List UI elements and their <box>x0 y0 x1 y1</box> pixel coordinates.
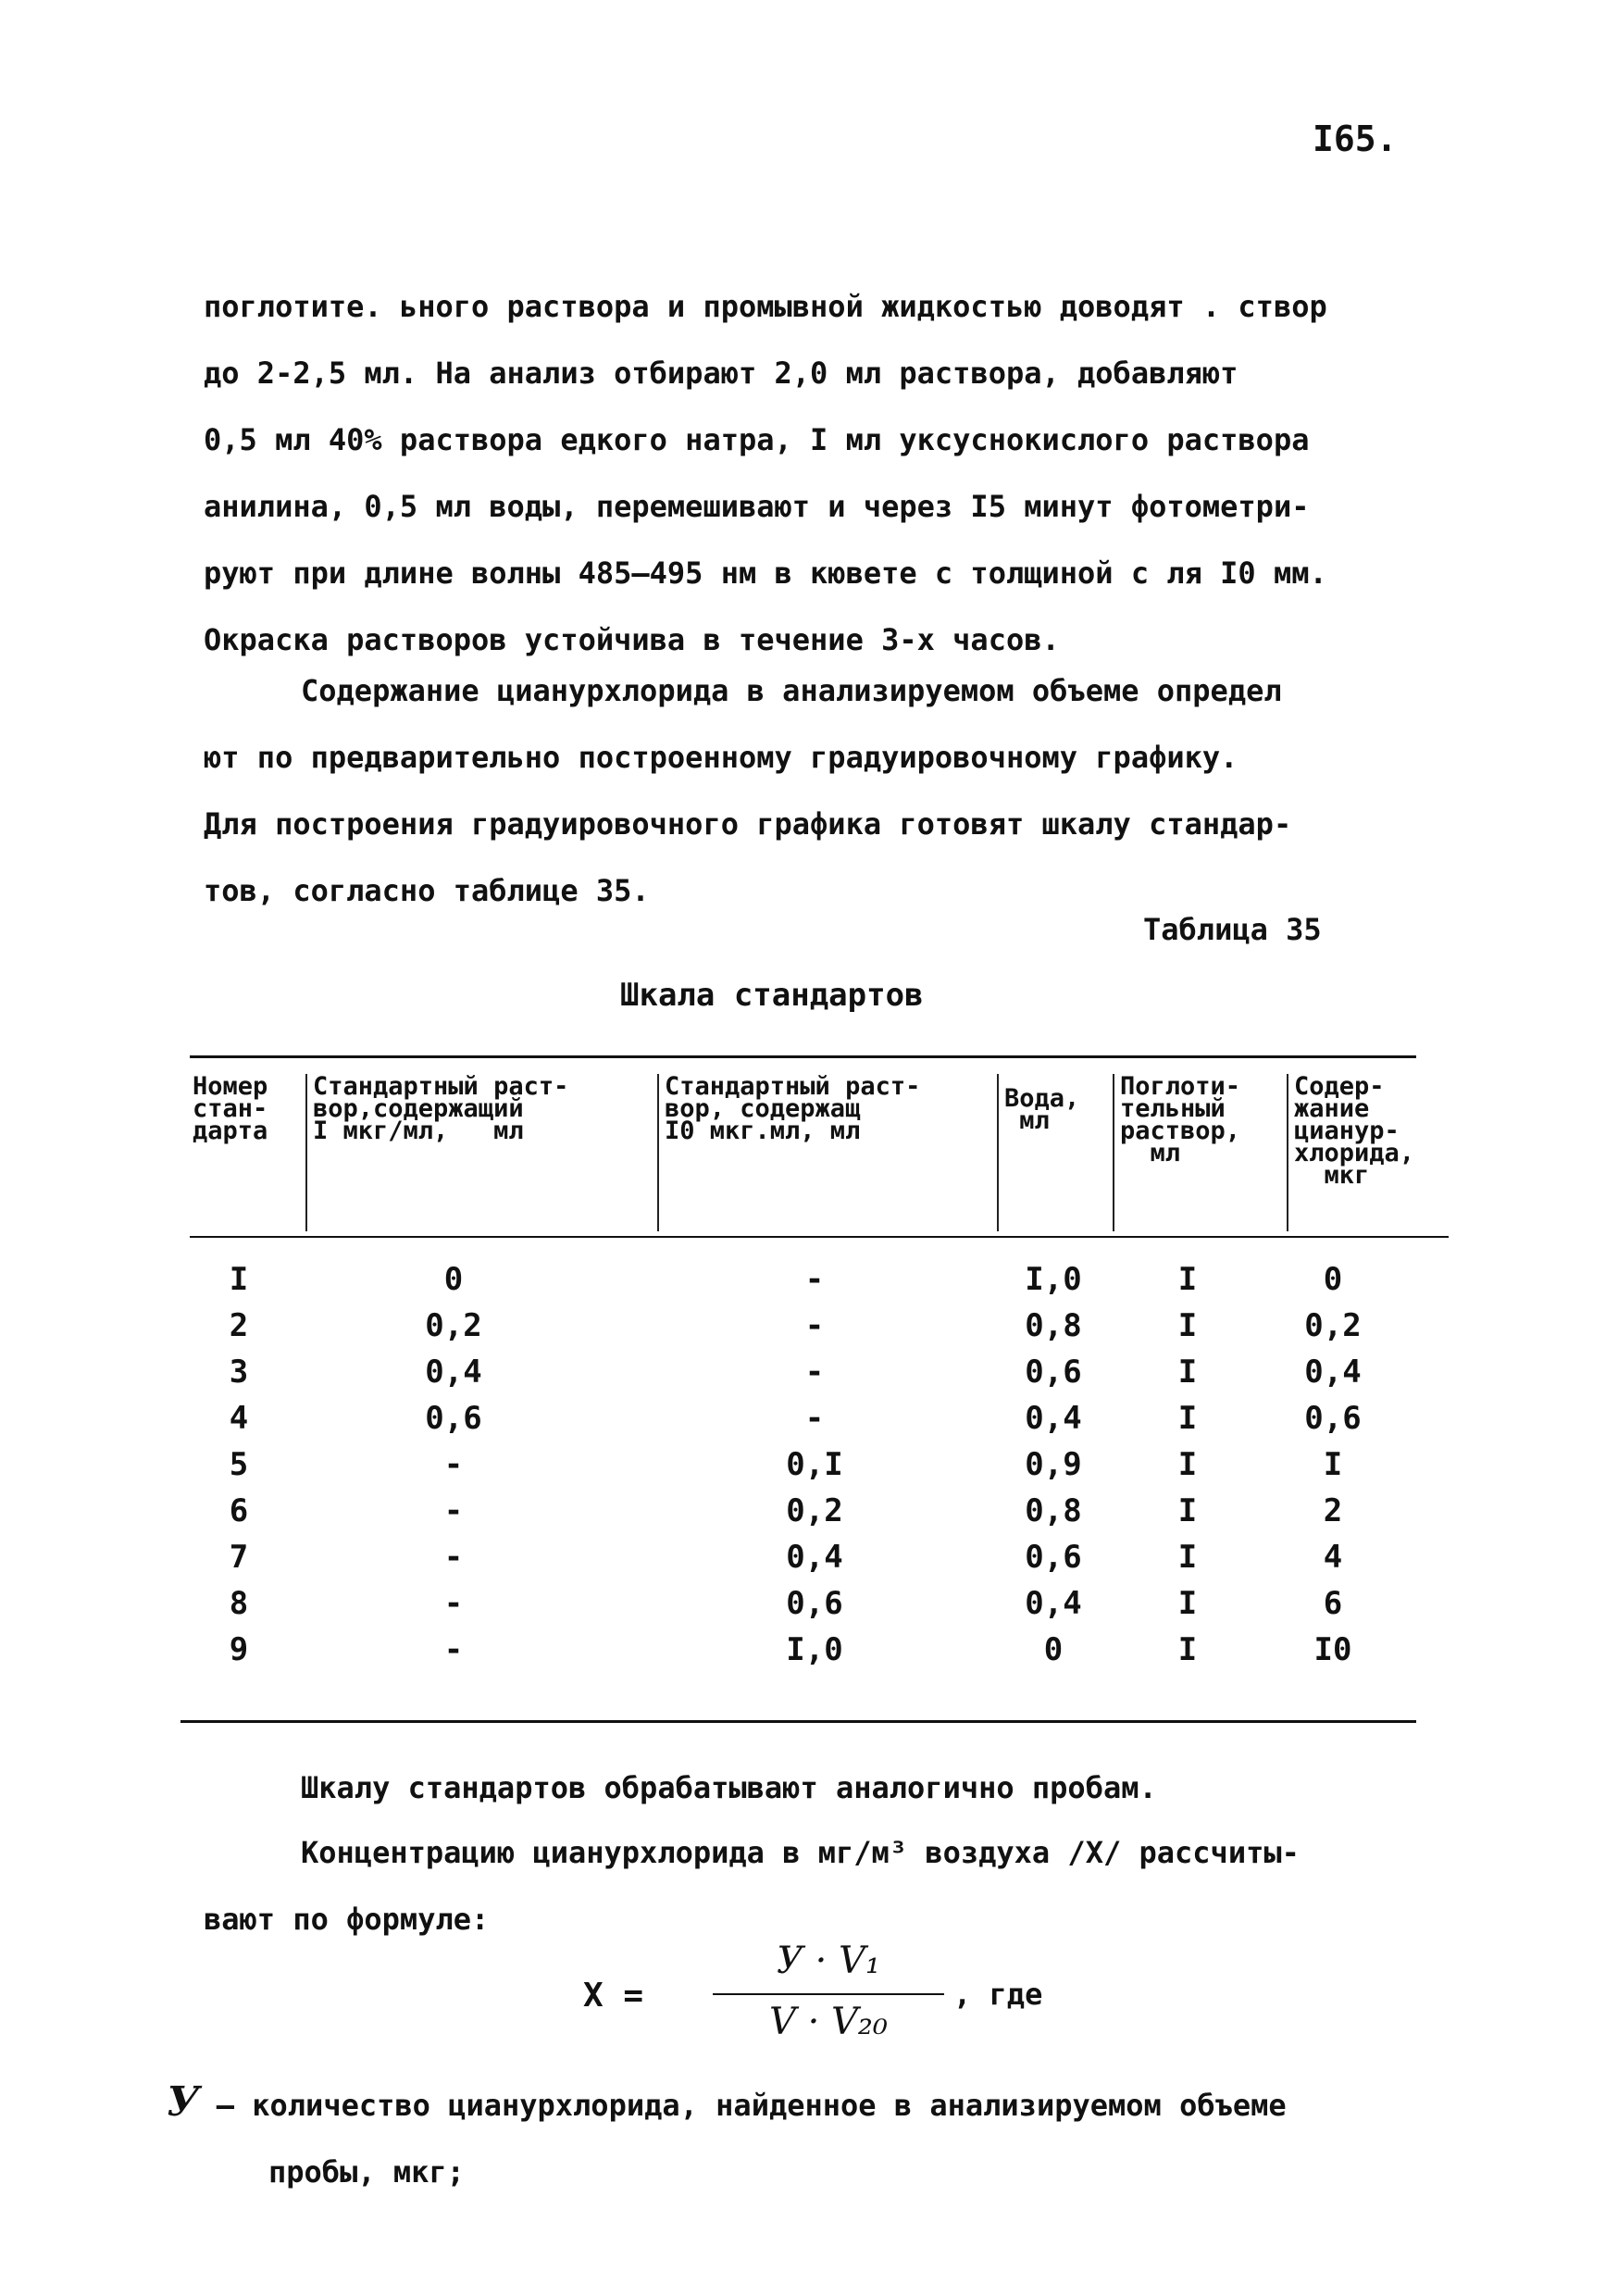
table-cell: 0 <box>443 1261 464 1298</box>
column-divider <box>997 1074 999 1231</box>
table-cell: I,0 <box>1025 1261 1082 1298</box>
table-cell: - <box>804 1261 825 1298</box>
header-solution-10mkg: Стандартный раст- вор, содержащ I0 мкг.мл, мл <box>665 1072 921 1145</box>
definition-text: – количество цианурхлорида, найденное в анализируемом объеме <box>216 2088 1287 2123</box>
table-label: Таблица 35 <box>1143 912 1322 947</box>
table-cell: - <box>443 1631 464 1668</box>
table-cell: - <box>804 1354 825 1391</box>
table-cell: 0 <box>1323 1261 1343 1298</box>
table-cell: 0,6 <box>1304 1400 1362 1437</box>
text-line: вают по формуле: <box>204 1902 490 1937</box>
table-cell: I <box>1177 1492 1198 1529</box>
table-cell: 2 <box>229 1307 249 1344</box>
variable-definition <box>167 2069 1462 2205</box>
text-line: поглотите. ьного раствора и промывной жидкостью доводят . створ <box>204 289 1327 324</box>
table-cell: I <box>1177 1631 1198 1668</box>
table-cell: 0,2 <box>425 1307 482 1344</box>
text-line: до 2-2,5 мл. На анализ отбирают 2,0 мл раствора, добавляют <box>204 356 1238 391</box>
header-standard-number: Номер стан- дарта <box>193 1072 268 1145</box>
column-divider <box>1287 1074 1288 1231</box>
column-divider <box>657 1074 659 1231</box>
table-cell: 5 <box>229 1446 249 1483</box>
concentration-formula <box>574 1940 1129 2060</box>
table-cell: 6 <box>229 1492 249 1529</box>
table-cell: - <box>443 1585 464 1622</box>
formula-denominator: V · V₂₀ <box>769 2001 888 2043</box>
text-line: тов, согласно таблице 35. <box>204 873 650 908</box>
table-cell: 0,6 <box>786 1585 843 1622</box>
table-cell: 7 <box>229 1539 249 1576</box>
table-cell: 0,4 <box>1304 1354 1362 1391</box>
table-bottom-rule <box>180 1720 1416 1723</box>
formula-numerator: У · V₁ <box>777 1940 880 1982</box>
table-cell: 2 <box>1323 1492 1343 1529</box>
table-cell: I <box>1177 1400 1198 1437</box>
paragraph-method <box>204 273 1435 673</box>
table-cell: - <box>443 1539 464 1576</box>
page-number: I65. <box>1313 119 1398 159</box>
table-cell: 3 <box>229 1354 249 1391</box>
table-cell: I <box>1177 1354 1198 1391</box>
table-cell: - <box>804 1307 825 1344</box>
text-line: Шкалу стандартов обрабатывают аналогично пробам. <box>301 1770 1157 1805</box>
table-cell: 0,I <box>786 1446 843 1483</box>
table-cell: I <box>1177 1261 1198 1298</box>
paragraph-processing <box>204 1754 1435 1821</box>
table-cell: 4 <box>229 1400 249 1437</box>
column-divider <box>1113 1074 1114 1231</box>
table-cell: 8 <box>229 1585 249 1622</box>
text-line: Содержание цианурхлорида в анализируемом объеме определ <box>301 673 1282 708</box>
formula-lhs: X = <box>583 1977 644 2015</box>
header-cyanuric-chloride-content: Содер- жание цианур- хлорида, мкг <box>1294 1072 1415 1190</box>
header-absorbing-solution: Поглоти- тельный раствор, мл <box>1120 1072 1241 1167</box>
paragraph-calibration <box>204 657 1435 924</box>
table-cell: 0,4 <box>786 1539 843 1576</box>
table-cell: I <box>1177 1585 1198 1622</box>
text-line: Окраска растворов устойчива в течение 3-х часов. <box>204 622 1060 657</box>
table-cell: 9 <box>229 1631 249 1668</box>
text-line: ют по предварительно построенному градуировочному графику. <box>204 740 1238 775</box>
definition-text-continued: пробы, мкг; <box>268 2154 465 2190</box>
table-cell: I0 <box>1313 1631 1352 1668</box>
text-line: руют при длине волны 485–495 нм в кювете с толщиной с ля I0 мм. <box>204 555 1327 591</box>
table-top-rule <box>190 1055 1416 1058</box>
definition-symbol: У <box>167 2078 200 2126</box>
table-cell: 0,4 <box>1025 1585 1082 1622</box>
table-cell: I <box>1177 1307 1198 1344</box>
text-line: 0,5 мл 40% раствора едкого натра, I мл уксуснокислого раствора <box>204 422 1310 457</box>
header-solution-1mkg: Стандартный раст- вор,содержащий I мкг/мл, мл <box>313 1072 569 1145</box>
table-cell: - <box>443 1492 464 1529</box>
text-line: Концентрацию цианурхлорида в мг/м³ воздуха /X/ рассчиты- <box>301 1835 1300 1870</box>
table-cell: 0,6 <box>1025 1539 1082 1576</box>
fraction-bar <box>713 1993 944 1995</box>
text-line: Для построения градуировочного графика готовят шкалу стандар- <box>204 806 1292 842</box>
table-cell: 4 <box>1323 1539 1343 1576</box>
table-cell: I <box>229 1261 249 1298</box>
table-cell: I <box>1177 1446 1198 1483</box>
column-divider <box>305 1074 307 1231</box>
table-cell: I <box>1177 1539 1198 1576</box>
header-bottom-rule <box>190 1236 1449 1238</box>
table-cell: - <box>804 1400 825 1437</box>
table-cell: 0,2 <box>786 1492 843 1529</box>
table-cell: - <box>443 1446 464 1483</box>
table-cell: 0,9 <box>1025 1446 1082 1483</box>
text-line: анилина, 0,5 мл воды, перемешивают и через I5 минут фотометри- <box>204 489 1310 524</box>
table-cell: 0,2 <box>1304 1307 1362 1344</box>
table-cell: 0,4 <box>425 1354 482 1391</box>
table-cell: I,0 <box>786 1631 843 1668</box>
table-cell: 0,6 <box>425 1400 482 1437</box>
table-cell: 6 <box>1323 1585 1343 1622</box>
table-cell: 0,6 <box>1025 1354 1082 1391</box>
table-cell: 0,4 <box>1025 1400 1082 1437</box>
formula-where: , где <box>953 1977 1043 2012</box>
table-cell: I <box>1323 1446 1343 1483</box>
table-cell: 0 <box>1043 1631 1064 1668</box>
paragraph-concentration <box>204 1819 1435 1953</box>
table-cell: 0,8 <box>1025 1492 1082 1529</box>
header-water: Вода, мл <box>1004 1084 1080 1135</box>
table-title: Шкала стандартов <box>620 977 924 1014</box>
table-cell: 0,8 <box>1025 1307 1082 1344</box>
